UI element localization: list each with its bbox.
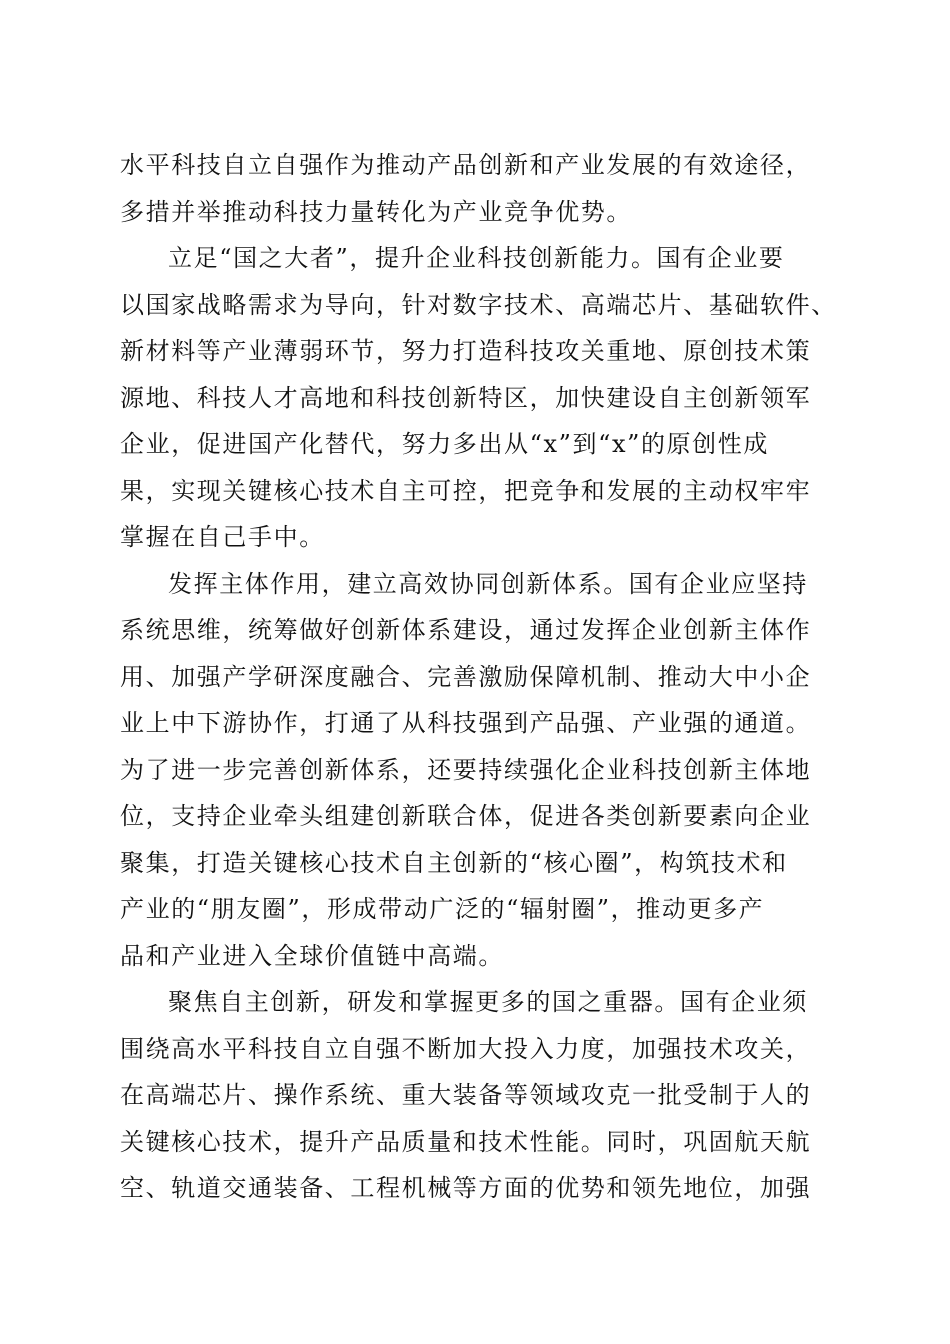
text-line: 空、轨道交通装备、工程机械等方面的优势和领先地位，加强 — [120, 1174, 812, 1202]
text-line: 关键核心技术，提升产品质量和技术性能。同时，巩固航天航 — [120, 1127, 812, 1156]
text-line: 产业的“朋友圈”，形成带动广泛的“辐射圈”，推动更多产 — [120, 895, 765, 923]
text-line: 多措并举推动科技力量转化为产业竞争优势。 — [120, 197, 632, 226]
text-line: 源地、科技人才高地和科技创新特区，加快建设自主创新领军 — [120, 383, 812, 412]
text-line: 果，实现关键核心技术自主可控，把竞争和发展的主动权牢牢 — [120, 476, 812, 505]
text-line: 新材料等产业薄弱环节，努力打造科技攻关重地、原创技术策 — [120, 337, 812, 365]
paragraph-first-line: 立足“国之大者”，提升企业科技创新能力。国有企业要 — [168, 244, 785, 272]
text-line: 围绕高水平科技自立自强不断加大投入力度，加强技术攻关， — [120, 1034, 812, 1063]
text-line: 为了进一步完善创新体系，还要持续强化企业科技创新主体地 — [120, 755, 812, 784]
text-line: 系统思维，统筹做好创新体系建设，通过发挥企业创新主体作 — [120, 616, 812, 644]
paragraph-first-line: 聚焦自主创新，研发和掌握更多的国之重器。国有企业须 — [168, 988, 808, 1016]
text-line: 掌握在自己手中。 — [120, 523, 325, 551]
text-line: 以国家战略需求为导向，针对数字技术、高端芯片、基础软件、 — [120, 290, 837, 319]
text-line: 企业，促进国产化替代，努力多出从“x”到“x”的原创性成 — [120, 430, 769, 458]
text-line: 位，支持企业牵头组建创新联合体，促进各类创新要素向企业 — [120, 802, 812, 830]
text-line: 在高端芯片、操作系统、重大装备等领域攻克一批受制于人的 — [120, 1081, 812, 1109]
text-line: 品和产业进入全球价值链中高端。 — [120, 941, 504, 970]
text-line: 业上中下游协作，打通了从科技强到产品强、产业强的通道。 — [120, 709, 812, 737]
text-line: 水平科技自立自强作为推动产品创新和产业发展的有效途径， — [120, 151, 812, 179]
text-line: 用、加强产学研深度融合、完善激励保障机制、推动大中小企 — [120, 662, 812, 691]
text-line: 聚集，打造关键核心技术自主创新的“核心圈”，构筑技术和 — [120, 848, 788, 877]
paragraph-first-line: 发挥主体作用，建立高效协同创新体系。国有企业应坚持 — [168, 569, 808, 598]
document-body — [120, 142, 837, 1212]
